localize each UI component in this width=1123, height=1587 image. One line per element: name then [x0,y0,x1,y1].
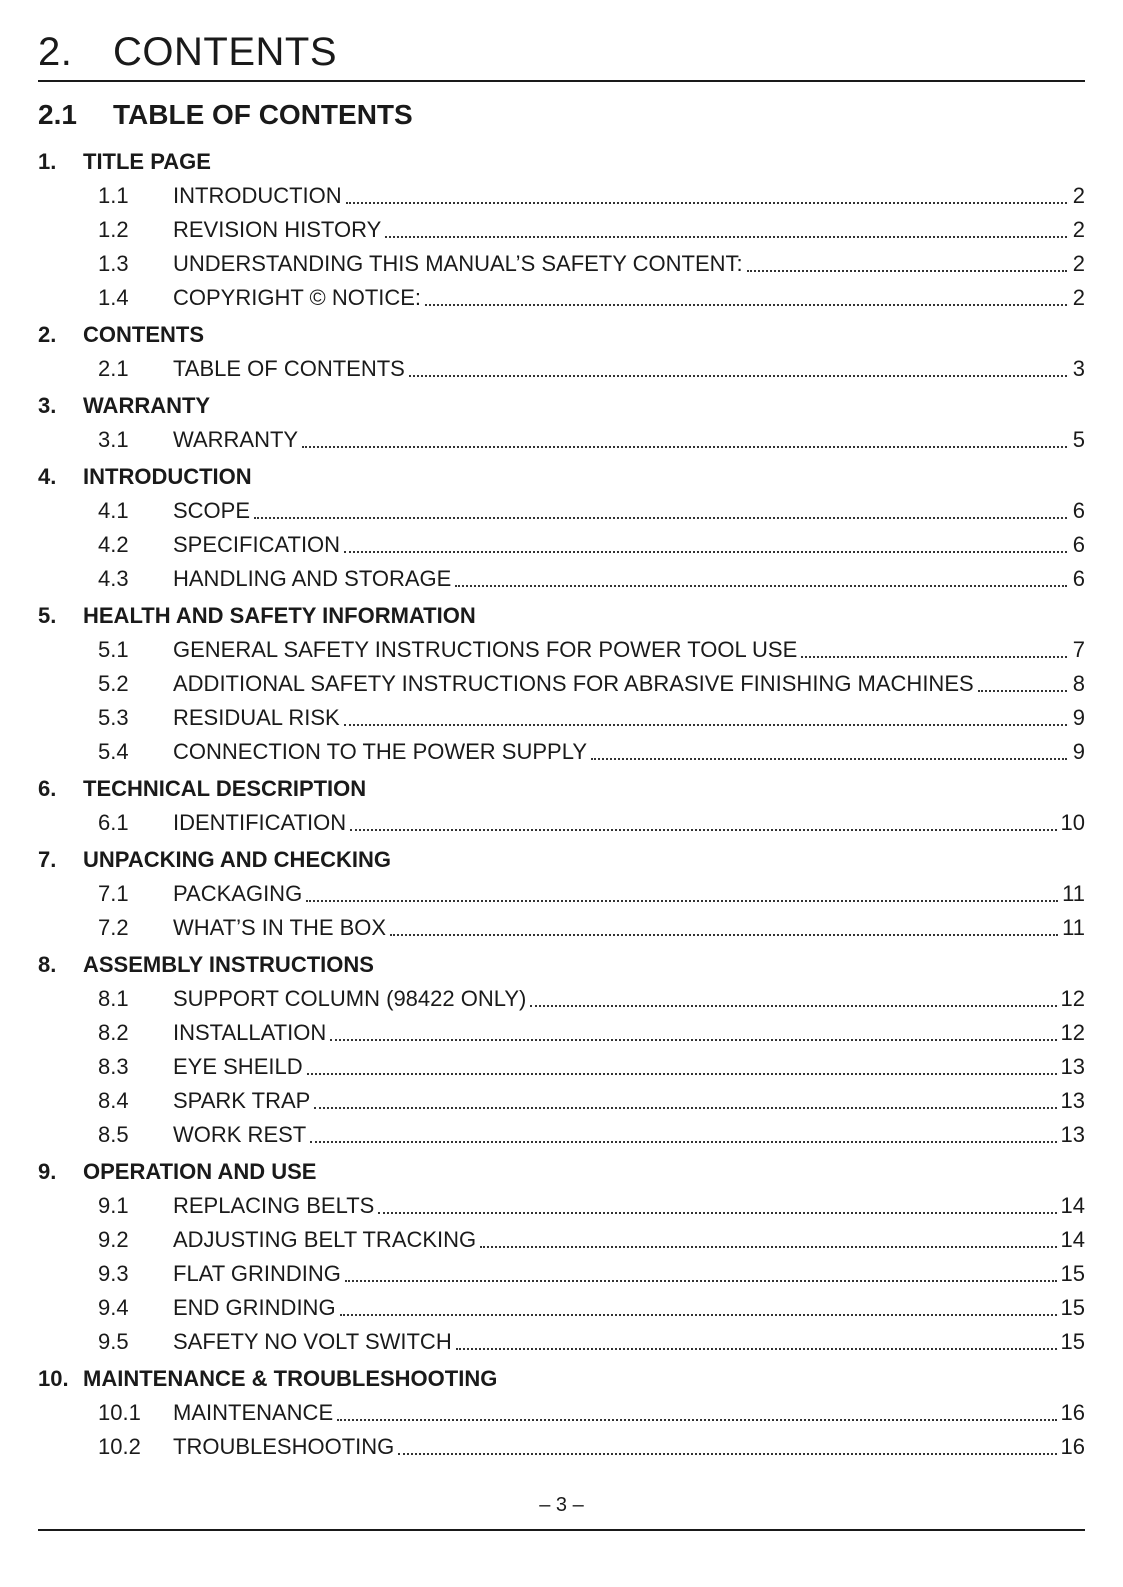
toc-entry[interactable] [98,1016,1085,1050]
toc-chapter-number: 4. [38,464,57,489]
section-number: 2.1 [38,99,77,130]
toc-entry-number: 4.1 [98,498,129,523]
toc-entry-page: 2 [1072,183,1085,208]
toc-entry[interactable] [98,1325,1085,1359]
toc-entry-page: 3 [1072,356,1085,381]
toc-chapter-number: 1. [38,149,57,174]
toc-entry[interactable] [98,1189,1085,1223]
toc-entry-page: 2 [1072,217,1085,242]
toc-entry-title: PACKAGING [173,881,303,906]
toc-entry[interactable] [98,247,1085,281]
toc-entry[interactable] [98,735,1085,769]
toc-entry[interactable] [98,633,1085,667]
dot-leader [390,934,1058,936]
toc-entry-page: 9 [1072,739,1085,764]
toc-entry[interactable] [98,213,1085,247]
toc-entry-number: 9.1 [98,1193,129,1218]
toc-entry-page: 6 [1072,532,1085,557]
toc-entry-page: 6 [1072,498,1085,523]
toc-chapter-title: ASSEMBLY INSTRUCTIONS [83,952,374,977]
toc-entry-page: 8 [1072,671,1085,696]
toc-chapter-title: TECHNICAL DESCRIPTION [83,776,367,801]
toc-entry[interactable] [98,281,1085,315]
toc-entry[interactable] [98,528,1085,562]
toc-chapter[interactable] [38,389,1085,423]
dot-leader [456,1348,1057,1350]
toc-entry-number: 9.5 [98,1329,129,1354]
toc-entry-number: 8.1 [98,986,129,1011]
toc-chapter-title: HEALTH AND SAFETY INFORMATION [83,603,476,628]
dot-leader [254,517,1067,519]
dot-leader [302,446,1067,448]
toc-entry-title: HANDLING AND STORAGE [173,566,452,591]
toc-entry[interactable] [98,911,1085,945]
dot-leader [425,304,1067,306]
dot-leader [346,202,1067,204]
toc-entry-number: 7.1 [98,881,129,906]
toc-entry-title: SPECIFICATION [173,532,341,557]
toc-entry-title: SUPPORT COLUMN (98422 ONLY) [173,986,527,1011]
dot-leader [350,829,1056,831]
toc-entry-title: MAINTENANCE [173,1400,334,1425]
toc-entry[interactable] [98,701,1085,735]
dot-leader [344,551,1067,553]
dot-leader [345,1280,1057,1282]
dot-leader [801,656,1067,658]
toc-entry-number: 5.3 [98,705,129,730]
toc-entry[interactable] [98,1396,1085,1430]
toc-entry-title: ADDITIONAL SAFETY INSTRUCTIONS FOR ABRASIVE FINISHING MACHINES [173,671,974,696]
toc-entry-title: WORK REST [173,1122,307,1147]
toc-chapter-title: CONTENTS [83,322,204,347]
dot-leader [385,236,1067,238]
toc-entry-page: 13 [1060,1122,1085,1147]
header-rule [38,80,1085,82]
dot-leader [306,900,1058,902]
toc-entry-title: REVISION HISTORY [173,217,382,242]
toc-chapter[interactable] [38,843,1085,877]
toc-chapter-number: 6. [38,776,57,801]
toc-entry-number: 5.2 [98,671,129,696]
dot-leader [310,1141,1056,1143]
toc-chapter-title: TITLE PAGE [83,149,211,174]
toc-entry-number: 3.1 [98,427,129,452]
toc-entry-title: TABLE OF CONTENTS [173,356,405,381]
toc-entry-number: 9.2 [98,1227,129,1252]
toc-entry-page: 14 [1060,1193,1085,1218]
toc-entry-page: 10 [1060,810,1085,835]
dot-leader [378,1212,1056,1214]
toc-entry-number: 5.1 [98,637,129,662]
toc-chapter-number: 10. [38,1366,69,1391]
toc-entry-page: 15 [1060,1261,1085,1286]
toc-entry-page: 15 [1060,1295,1085,1320]
toc-entry[interactable] [98,494,1085,528]
toc-chapter[interactable] [38,145,1085,179]
toc-entry[interactable] [98,1223,1085,1257]
toc-chapter[interactable] [38,318,1085,352]
toc-entry-page: 16 [1060,1400,1085,1425]
toc-entry[interactable] [98,806,1085,840]
toc-entry-title: GENERAL SAFETY INSTRUCTIONS FOR POWER TOOL USE [173,637,798,662]
toc-entry-title: COPYRIGHT © NOTICE: [173,285,422,310]
toc-entry-number: 4.3 [98,566,129,591]
dot-leader [747,270,1067,272]
section-title: TABLE OF CONTENTS [113,99,413,130]
dot-leader [455,585,1067,587]
toc-entry-number: 1.2 [98,217,129,242]
toc-entry-title: SPARK TRAP [173,1088,311,1113]
toc-entry-page: 14 [1060,1227,1085,1252]
toc-entry-number: 6.1 [98,810,129,835]
toc-chapter[interactable] [38,1155,1085,1189]
toc-chapter-title: OPERATION AND USE [83,1159,317,1184]
toc-chapter-number: 9. [38,1159,57,1184]
toc-chapter-title: WARRANTY [83,393,211,418]
toc-chapter-title: UNPACKING AND CHECKING [83,847,391,872]
toc-entry-number: 9.3 [98,1261,129,1286]
toc-entry-page: 13 [1060,1088,1085,1113]
toc-entry-title: REPLACING BELTS [173,1193,375,1218]
toc-entry-title: WHAT’S IN THE BOX [173,915,387,940]
document-page [38,0,1085,1587]
toc-entry-title: END GRINDING [173,1295,336,1320]
toc-entry-page: 2 [1072,285,1085,310]
dot-leader [978,690,1067,692]
toc-entry-number: 1.3 [98,251,129,276]
toc-entry-title: IDENTIFICATION [173,810,347,835]
toc-entry-title: INTRODUCTION [173,183,342,208]
toc-entry[interactable] [98,423,1085,457]
toc-entry[interactable] [98,352,1085,386]
toc-entry-title: UNDERSTANDING THIS MANUAL’S SAFETY CONTENT: [173,251,743,276]
toc-entry-title: TROUBLESHOOTING [173,1434,395,1459]
toc-chapter-number: 7. [38,847,57,872]
toc-entry-title: SCOPE [173,498,251,523]
toc-entry-page: 7 [1072,637,1085,662]
toc-entry-title: RESIDUAL RISK [173,705,340,730]
toc-entry-title: CONNECTION TO THE POWER SUPPLY [173,739,587,764]
toc-chapter-number: 2. [38,322,57,347]
toc-entry[interactable] [98,877,1085,911]
toc-entry-number: 8.3 [98,1054,129,1079]
dot-leader [344,724,1067,726]
toc-entry-page: 11 [1062,881,1085,906]
toc-entry-page: 13 [1060,1054,1085,1079]
toc-entry-page: 5 [1072,427,1085,452]
toc-chapter-number: 3. [38,393,57,418]
toc-chapter[interactable] [38,1362,1085,1396]
toc-entry-number: 10.1 [98,1400,141,1425]
toc-entry[interactable] [98,1118,1085,1152]
toc-chapter[interactable] [38,460,1085,494]
toc-entry[interactable] [98,1084,1085,1118]
toc-entry-page: 12 [1060,986,1085,1011]
dot-leader [314,1107,1056,1109]
toc-entry-number: 2.1 [98,356,129,381]
toc-entry[interactable] [98,179,1085,213]
toc-entry[interactable] [98,562,1085,596]
toc-entry[interactable] [98,1050,1085,1084]
toc-entry[interactable] [98,1257,1085,1291]
toc-chapter-number: 5. [38,603,57,628]
toc-entry-title: INSTALLATION [173,1020,327,1045]
dot-leader [398,1453,1056,1455]
chapter-title: CONTENTS [113,30,337,74]
toc-entry[interactable] [98,667,1085,701]
toc-chapter-number: 8. [38,952,57,977]
toc-entry-page: 12 [1060,1020,1085,1045]
toc-entry-number: 8.4 [98,1088,129,1113]
dot-leader [409,375,1067,377]
toc-entry-number: 1.1 [98,183,129,208]
toc-chapter-title: INTRODUCTION [83,464,252,489]
table-of-contents [38,145,1085,1467]
chapter-number: 2. [38,30,73,74]
toc-entry-page: 16 [1060,1434,1085,1459]
toc-entry-number: 9.4 [98,1295,129,1320]
toc-entry-number: 4.2 [98,532,129,557]
toc-chapter-title: MAINTENANCE & TROUBLESHOOTING [83,1366,498,1391]
toc-entry-title: WARRANTY [173,427,299,452]
toc-entry-page: 2 [1072,251,1085,276]
page-number: – 3 – [539,1494,584,1516]
dot-leader [340,1314,1057,1316]
chapter-header [38,28,1085,76]
toc-chapter[interactable] [38,599,1085,633]
toc-entry-number: 7.2 [98,915,129,940]
toc-entry-page: 6 [1072,566,1085,591]
toc-entry-title: SAFETY NO VOLT SWITCH [173,1329,452,1354]
toc-entry-number: 8.2 [98,1020,129,1045]
toc-entry[interactable] [98,982,1085,1016]
section-heading [38,97,413,133]
toc-entry-page: 15 [1060,1329,1085,1354]
toc-entry-number: 1.4 [98,285,129,310]
dot-leader [591,758,1067,760]
toc-chapter[interactable] [38,948,1085,982]
toc-entry-number: 8.5 [98,1122,129,1147]
toc-entry-page: 11 [1062,915,1085,940]
toc-entry[interactable] [98,1291,1085,1325]
toc-entry-number: 10.2 [98,1434,141,1459]
toc-entry[interactable] [98,1430,1085,1464]
footer-rule [38,1529,1085,1531]
dot-leader [337,1419,1056,1421]
toc-entry-page: 9 [1072,705,1085,730]
dot-leader [330,1039,1056,1041]
toc-entry-number: 5.4 [98,739,129,764]
dot-leader [480,1246,1056,1248]
toc-entry-title: ADJUSTING BELT TRACKING [173,1227,477,1252]
toc-chapter[interactable] [38,772,1085,806]
toc-entry-title: EYE SHEILD [173,1054,303,1079]
toc-entry-title: FLAT GRINDING [173,1261,341,1286]
dot-leader [530,1005,1056,1007]
dot-leader [307,1073,1057,1075]
